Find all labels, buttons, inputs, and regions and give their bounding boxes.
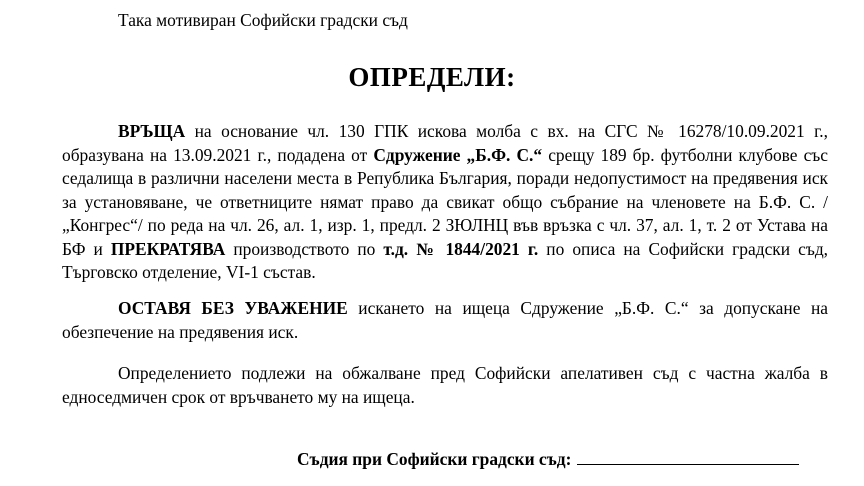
text: искането на ищеца Сдружение „Б.Ф. С.“ за допускане на обезпечение на предявения иск. xyxy=(62,298,829,342)
keyword-dismisses: ОСТАВЯ БЕЗ УВАЖЕНИЕ xyxy=(118,298,348,318)
keyword-returns: ВРЪЩА xyxy=(118,121,186,141)
text: по описа на Софийски градски съд, Търговско отделение, VI-1 състав. xyxy=(62,238,829,282)
ruling-heading: ОПРЕДЕЛИ: xyxy=(348,62,516,92)
case-number: т.д. № 1844/2021 г. xyxy=(383,238,539,259)
text: срещу 189 бр. футболни клубове със седалища в различни населени места в Република България, поради недопустимост на предявения иск за установяване, че ответниците нямат право да свикат общо събрание на членовете на Б.Ф. С. /„Конгрес“/ по реда на чл. 26, ал. 1, изр. 1, предл. 2 ЗЮЛНЦ във връзка с чл. 37, ал. 1, т. 2 от Устава на БФ и xyxy=(62,144,828,259)
keyword-terminates: ПРЕКРАТЯВА xyxy=(110,238,226,259)
plaintiff-name: Сдружение „Б.Ф. С.“ xyxy=(373,144,543,165)
paragraph-return-claim xyxy=(62,120,828,285)
text: Определението подлежи на обжалване пред Софийски апелативен съд с частна жалба в едноседмичен срок от връчването му на ищеца. xyxy=(62,363,828,407)
text: производството по xyxy=(225,238,384,259)
intro-line: Така мотивиран Софийски градски съд xyxy=(118,10,408,30)
signature-label: Съдия при Софийски градски съд: xyxy=(297,449,572,469)
paragraph-appeal-notice xyxy=(62,362,828,409)
signature-block xyxy=(297,447,799,471)
text: на основание чл. 130 ГПК искова молба с вх. на СГС № 16278/10.09.2021 г., образувана на 13.09.2021 г., подадена от xyxy=(62,121,828,165)
signature-line xyxy=(577,447,799,465)
paragraph-dismiss-request xyxy=(62,297,828,344)
